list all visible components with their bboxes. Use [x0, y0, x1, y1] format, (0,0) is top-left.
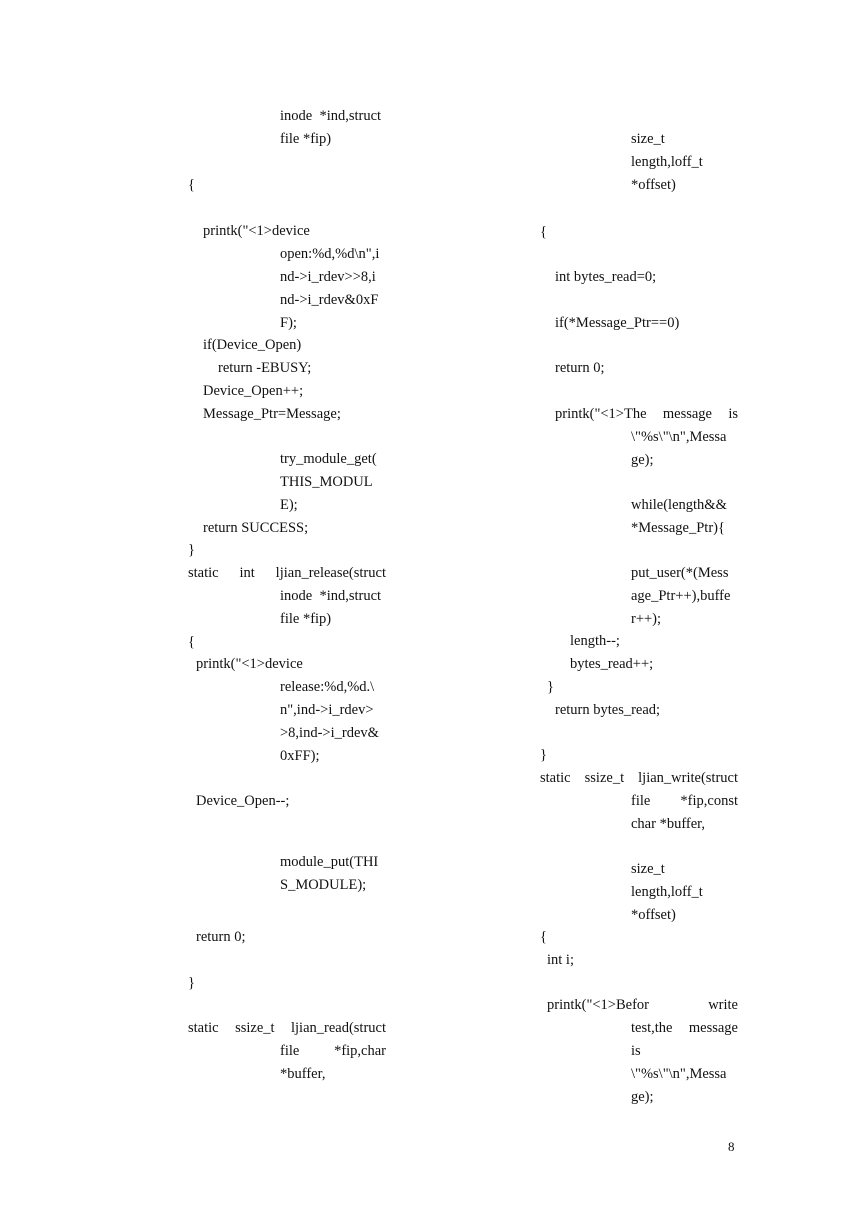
left-code-line: >8,ind->i_rdev& — [280, 725, 379, 741]
left-code-line: inode *ind,struct — [280, 588, 382, 604]
right-code-line: *offset) — [631, 907, 676, 923]
left-code-line: E); — [280, 497, 298, 513]
right-code-line — [547, 995, 738, 1015]
left-code-token: file — [280, 1043, 300, 1059]
right-code-line: return 0; — [555, 360, 605, 376]
right-code-token: printk("<1>Befor — [547, 997, 650, 1013]
left-code-line: THIS_MODUL — [280, 474, 373, 490]
right-code-line: while(length&& — [631, 497, 727, 513]
right-code-line: bytes_read++; — [570, 656, 654, 672]
right-code-line — [631, 1018, 738, 1038]
right-code-line: \"%s\"\n",Messa — [631, 429, 727, 445]
right-code-line: length,loff_t — [631, 884, 703, 900]
left-code-line: module_put(THI — [280, 854, 379, 870]
page-number: 8 — [728, 1139, 735, 1154]
left-code-line: Device_Open++; — [203, 383, 304, 399]
left-code-line: F); — [280, 315, 297, 331]
right-code-token: message — [662, 406, 712, 422]
right-code-line: put_user(*(Mess — [631, 565, 729, 581]
right-code-line: ge); — [631, 1089, 654, 1105]
left-code-token: int — [239, 565, 255, 581]
right-code-line: *Message_Ptr){ — [631, 520, 725, 536]
right-code-line: *offset) — [631, 177, 676, 193]
right-code-line: return bytes_read; — [555, 702, 661, 718]
left-code-line: return 0; — [196, 929, 246, 945]
left-code-line: if(Device_Open) — [203, 337, 302, 353]
left-code-line: } — [188, 542, 195, 558]
left-code-line: n",ind->i_rdev> — [280, 702, 374, 718]
left-code-line: open:%d,%d\n",i — [280, 246, 380, 262]
left-code-token: static — [188, 565, 219, 581]
right-code-token: write — [708, 997, 738, 1013]
left-code-line: file *fip) — [280, 611, 332, 627]
left-code-token: ljian_release(struct — [275, 565, 386, 581]
right-code-token: ssize_t — [584, 770, 625, 786]
left-code-line: release:%d,%d.\ — [280, 679, 375, 695]
right-code-line: int i; — [547, 952, 574, 968]
right-code-token: message — [688, 1020, 738, 1036]
right-code-line: } — [547, 679, 554, 695]
right-code-line: is — [631, 1043, 641, 1059]
left-code-line: printk("<1>device — [203, 223, 310, 239]
left-code-line: } — [188, 975, 195, 991]
left-code-line — [280, 1041, 386, 1061]
right-code-token: *fip,const — [680, 793, 738, 809]
right-code-line: length--; — [570, 633, 620, 649]
left-code-token: ljian_read(struct — [290, 1020, 386, 1036]
left-code-line: S_MODULE); — [280, 877, 367, 893]
left-code-line: { — [188, 634, 195, 650]
right-code-line: size_t — [631, 131, 665, 147]
right-code-token: test,the — [631, 1020, 673, 1036]
right-code-line: size_t — [631, 861, 665, 877]
left-code-line: *buffer, — [280, 1066, 326, 1082]
right-code-line: age_Ptr++),buffe — [631, 588, 731, 604]
right-code-line — [555, 404, 738, 424]
right-code-line: ge); — [631, 452, 654, 468]
left-code-line: nd->i_rdev>>8,i — [280, 269, 376, 285]
right-code-token: printk("<1>The — [555, 406, 647, 422]
right-code-line: { — [540, 224, 547, 240]
left-code-line — [188, 1018, 386, 1038]
right-code-token: is — [728, 406, 738, 422]
left-code-line: try_module_get( — [280, 451, 377, 467]
right-code-line: { — [540, 929, 547, 945]
left-code-token: static — [188, 1020, 219, 1036]
left-code-line: Message_Ptr=Message; — [203, 406, 341, 422]
left-code-line: inode *ind,struct — [280, 108, 382, 124]
right-code-line: } — [540, 747, 547, 763]
right-code-line: if(*Message_Ptr==0) — [555, 315, 680, 331]
left-code-line: 0xFF); — [280, 748, 320, 764]
right-code-line: r++); — [631, 611, 662, 627]
left-code-token: *fip,char — [334, 1043, 386, 1059]
right-code-line — [631, 791, 738, 811]
left-code-line: nd->i_rdev&0xF — [280, 292, 379, 308]
left-code-line — [188, 563, 386, 583]
left-code-line: Device_Open--; — [196, 793, 290, 809]
left-code-line: printk("<1>device — [196, 656, 303, 672]
right-code-token: static — [540, 770, 571, 786]
right-code-line: \"%s\"\n",Messa — [631, 1066, 727, 1082]
right-code-token: file — [631, 793, 651, 809]
left-code-line: return -EBUSY; — [218, 360, 312, 376]
left-code-line: { — [188, 177, 195, 193]
right-code-line: length,loff_t — [631, 154, 703, 170]
right-code-line: int bytes_read=0; — [555, 269, 657, 285]
right-code-line: char *buffer, — [631, 816, 706, 832]
left-code-line: return SUCCESS; — [203, 520, 309, 536]
left-code-line: file *fip) — [280, 131, 332, 147]
left-code-token: ssize_t — [235, 1020, 275, 1036]
right-code-line — [540, 768, 738, 788]
right-code-token: ljian_write(struct — [638, 770, 738, 786]
